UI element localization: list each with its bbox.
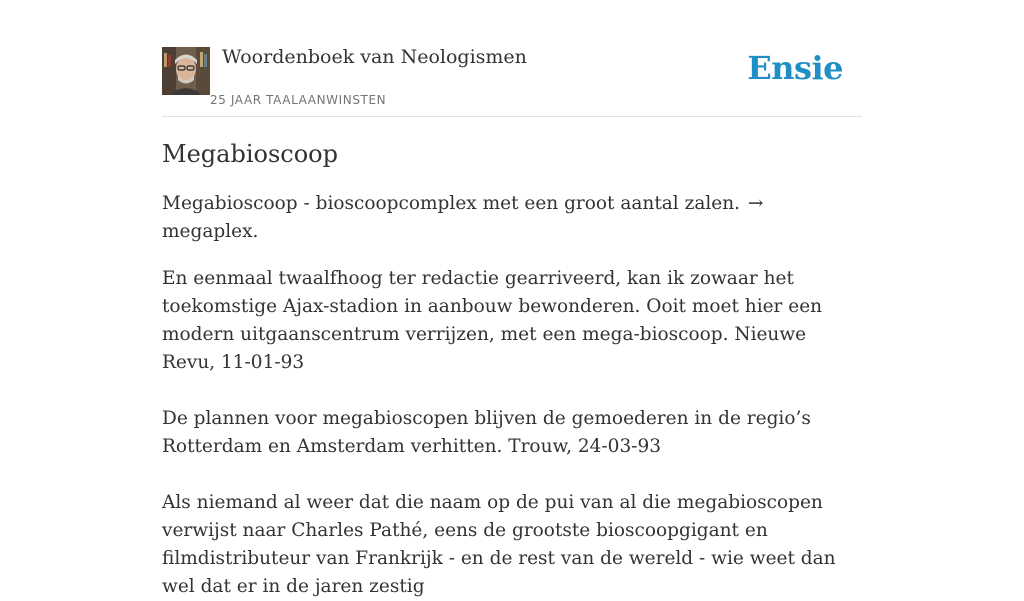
entry-definition: [162, 190, 862, 246]
author-portrait-icon: [162, 47, 210, 95]
entry-content: [162, 138, 862, 601]
citation-2: De plannen voor megabioscopen blijven de gemoederen in de regio’s Rotterdam en Amsterdam verhitten. Trouw, 24-03-93: [162, 408, 811, 457]
citation-3: Als niemand al weer dat die naam op de pui van al die megabioscopen verwijst naar Charles Pathé, eens de grootste bioscoopgigant en filmdistributeur van Frankrijk - en de rest van de wereld - wie weet dan wel dat er in de jaren zestig: [162, 492, 836, 597]
megaplex-link[interactable]: megaplex.: [162, 221, 259, 242]
definition-text: Megabioscoop - bioscoopcomplex met een groot aantal zalen.: [162, 193, 741, 214]
entry-title: Megabioscoop: [162, 140, 338, 168]
blog-subtitle: 25 JAAR TAALAANWINSTEN: [210, 93, 387, 107]
citation-1: En eenmaal twaalfhoog ter redactie gearriveerd, kan ik zowaar het toekomstige Ajax-stadion in aanbouw bewonderen. Ooit moet hier een modern uitgaanscentrum verrijzen, met een mega-bioscoop. Nieuwe Revu, 11-01-93: [162, 268, 823, 373]
ensie-logo[interactable]: Ensie: [747, 49, 843, 87]
arrow-right-icon: →: [747, 193, 764, 214]
author-avatar[interactable]: [162, 47, 210, 95]
blog-title-link[interactable]: Woordenboek van Neologismen: [222, 46, 527, 68]
site-header: [162, 0, 862, 117]
